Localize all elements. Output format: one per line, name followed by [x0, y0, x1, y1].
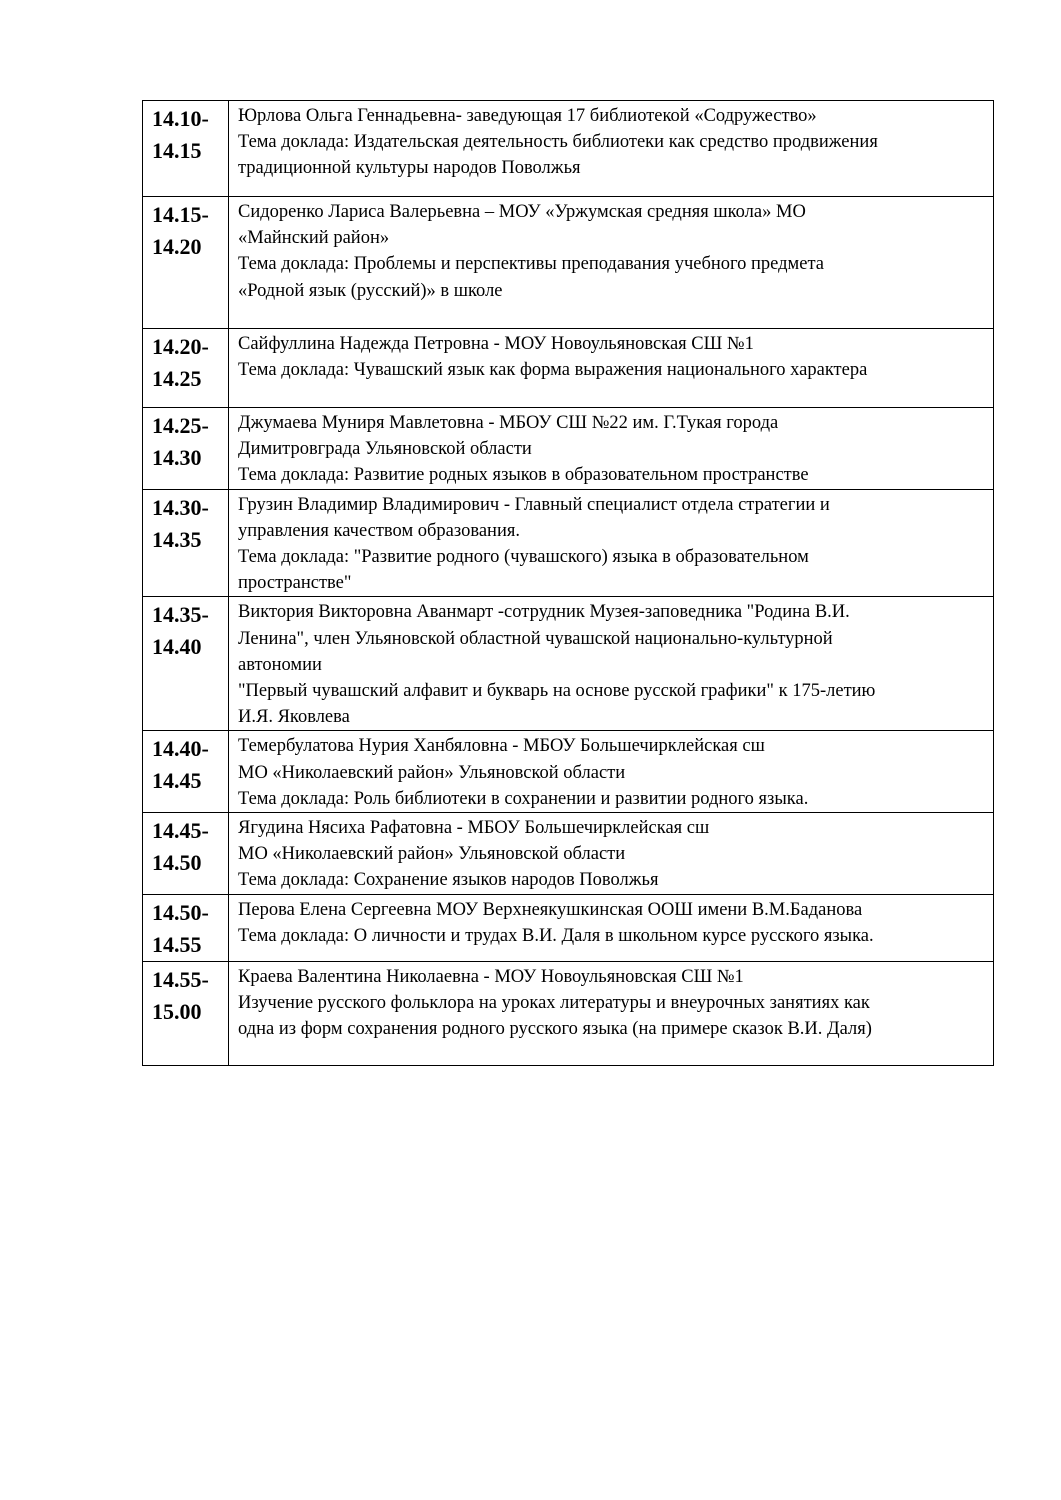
speaker-info-line: "Первый чувашский алфавит и букварь на основе русской графики" к 175-летию: [238, 681, 876, 702]
speaker-info-cell: [229, 329, 994, 408]
time-cell: [143, 961, 229, 1065]
time-start: 14.30-: [152, 494, 209, 520]
schedule-row: [143, 197, 994, 329]
time-cell: [143, 197, 229, 329]
speaker-info-line: И.Я. Яковлева: [238, 707, 350, 728]
time-start: 14.35-: [152, 602, 209, 628]
time-cell: [143, 101, 229, 197]
schedule-row: [143, 961, 994, 1065]
schedule-row: [143, 894, 994, 961]
time-end: 14.20: [152, 234, 202, 259]
time-start: 14.20-: [152, 334, 209, 359]
schedule-row: [143, 731, 994, 813]
time-cell: [143, 408, 229, 490]
speaker-info-line: Юрлова Ольга Геннадьевна- заведующая 17 библиотекой «Содружество»: [238, 106, 817, 126]
time-start: 14.25-: [152, 413, 209, 438]
time-cell: [143, 894, 229, 961]
speaker-info-line: Темербулатова Нурия Ханбяловна - МБОУ Большечирклейская сш: [238, 736, 765, 757]
speaker-info-cell: [229, 894, 994, 961]
speaker-info-line: Тема доклада: О личности и трудах В.И. Даля в школьном курсе русского языка.: [238, 925, 874, 946]
schedule-row: [143, 101, 994, 197]
speaker-info-line: Ягудина Нясиха Рафатовна - МБОУ Большечирклейская сш: [238, 818, 710, 839]
schedule-row: [143, 597, 994, 731]
time-end: 14.45: [152, 768, 202, 794]
speaker-info-cell: [229, 197, 994, 329]
speaker-info-cell: [229, 731, 994, 813]
schedule-row: [143, 408, 994, 490]
schedule-table: [142, 100, 994, 1066]
speaker-info-line: Тема доклада: "Развитие родного (чувашского) языка в образовательном: [238, 547, 809, 568]
speaker-info-cell: [229, 597, 994, 731]
speaker-info-line: управления качеством образования.: [238, 520, 520, 541]
speaker-info-cell: [229, 961, 994, 1065]
speaker-info-cell: [229, 489, 994, 597]
time-cell: [143, 731, 229, 813]
speaker-info-line: «Майнский район»: [238, 228, 390, 249]
speaker-info-line: Краева Валентина Николаевна - МОУ Новоульяновская СШ №1: [238, 966, 744, 987]
time-end: 14.35: [152, 526, 202, 552]
speaker-info-line: традиционной культуры народов Поволжья: [238, 158, 581, 179]
schedule-row: [143, 813, 994, 895]
speaker-info-line: Изучение русского фольклора на уроках литературы и внеурочных занятиях как: [238, 992, 870, 1013]
speaker-info-line: Димитровграда Ульяновской области: [238, 439, 532, 460]
speaker-info-line: пространстве": [238, 573, 352, 594]
time-end: 14.40: [152, 634, 202, 660]
speaker-info-line: МО «Николаевский район» Ульяновской области: [238, 762, 626, 783]
speaker-info-line: одна из форм сохранения родного русского языка (на примере сказок В.И. Даля): [238, 1019, 872, 1040]
speaker-info-line: Виктория Викторовна Аванмарт -сотрудник Музея-заповедника "Родина В.И.: [238, 602, 850, 623]
speaker-info-line: автономии: [238, 654, 322, 675]
time-cell: [143, 597, 229, 731]
speaker-info-line: Тема доклада: Издательская деятельность библиотеки как средство продвижения: [238, 132, 878, 153]
speaker-info-line: Тема доклада: Проблемы и перспективы преподавания учебного предмета: [238, 254, 824, 275]
time-end: 14.55: [152, 931, 202, 957]
time-cell: [143, 813, 229, 895]
time-end: 14.50: [152, 850, 202, 876]
time-start: 14.45-: [152, 818, 209, 844]
time-end: 14.15: [152, 138, 202, 163]
time-cell: [143, 329, 229, 408]
speaker-info-cell: [229, 101, 994, 197]
speaker-info-line: Тема доклада: Роль библиотеки в сохранении и развитии родного языка.: [238, 788, 809, 809]
time-cell: [143, 489, 229, 597]
schedule-row: [143, 489, 994, 597]
speaker-info-line: Перова Елена Сергеевна МОУ Верхнеякушкинская ООШ имени В.М.Баданова: [238, 899, 863, 920]
time-end: 15.00: [152, 998, 202, 1024]
speaker-info-cell: [229, 813, 994, 895]
schedule-row: [143, 329, 994, 408]
time-start: 14.15-: [152, 202, 209, 227]
speaker-info-line: Грузин Владимир Владимирович - Главный специалист отдела стратегии и: [238, 494, 830, 515]
speaker-info-line: Тема доклада: Развитие родных языков в образовательном пространстве: [238, 465, 809, 486]
time-start: 14.55-: [152, 966, 209, 992]
schedule-body: [143, 101, 994, 1066]
speaker-info-line: Тема доклада: Чувашский язык как форма выражения национального характера: [238, 360, 868, 381]
speaker-info-line: Сайфуллина Надежда Петровна - МОУ Новоульяновская СШ №1: [238, 334, 754, 354]
time-end: 14.30: [152, 445, 202, 470]
speaker-info-line: МО «Николаевский район» Ульяновской области: [238, 844, 626, 865]
time-start: 14.10-: [152, 106, 209, 131]
speaker-info-line: Ленина", член Ульяновской областной чувашской национально-культурной: [238, 628, 833, 649]
speaker-info-line: «Родной язык (русский)» в школе: [238, 280, 503, 301]
speaker-info-line: Тема доклада: Сохранение языков народов Поволжья: [238, 870, 659, 891]
speaker-info-cell: [229, 408, 994, 490]
speaker-info-line: Сидоренко Лариса Валерьевна – МОУ «Уржумская средняя школа» МО: [238, 202, 806, 222]
time-start: 14.50-: [152, 899, 209, 925]
time-end: 14.25: [152, 366, 202, 391]
time-start: 14.40-: [152, 736, 209, 762]
speaker-info-line: Джумаева Муниря Мавлетовна - МБОУ СШ №22 им. Г.Тукая города: [238, 413, 779, 433]
